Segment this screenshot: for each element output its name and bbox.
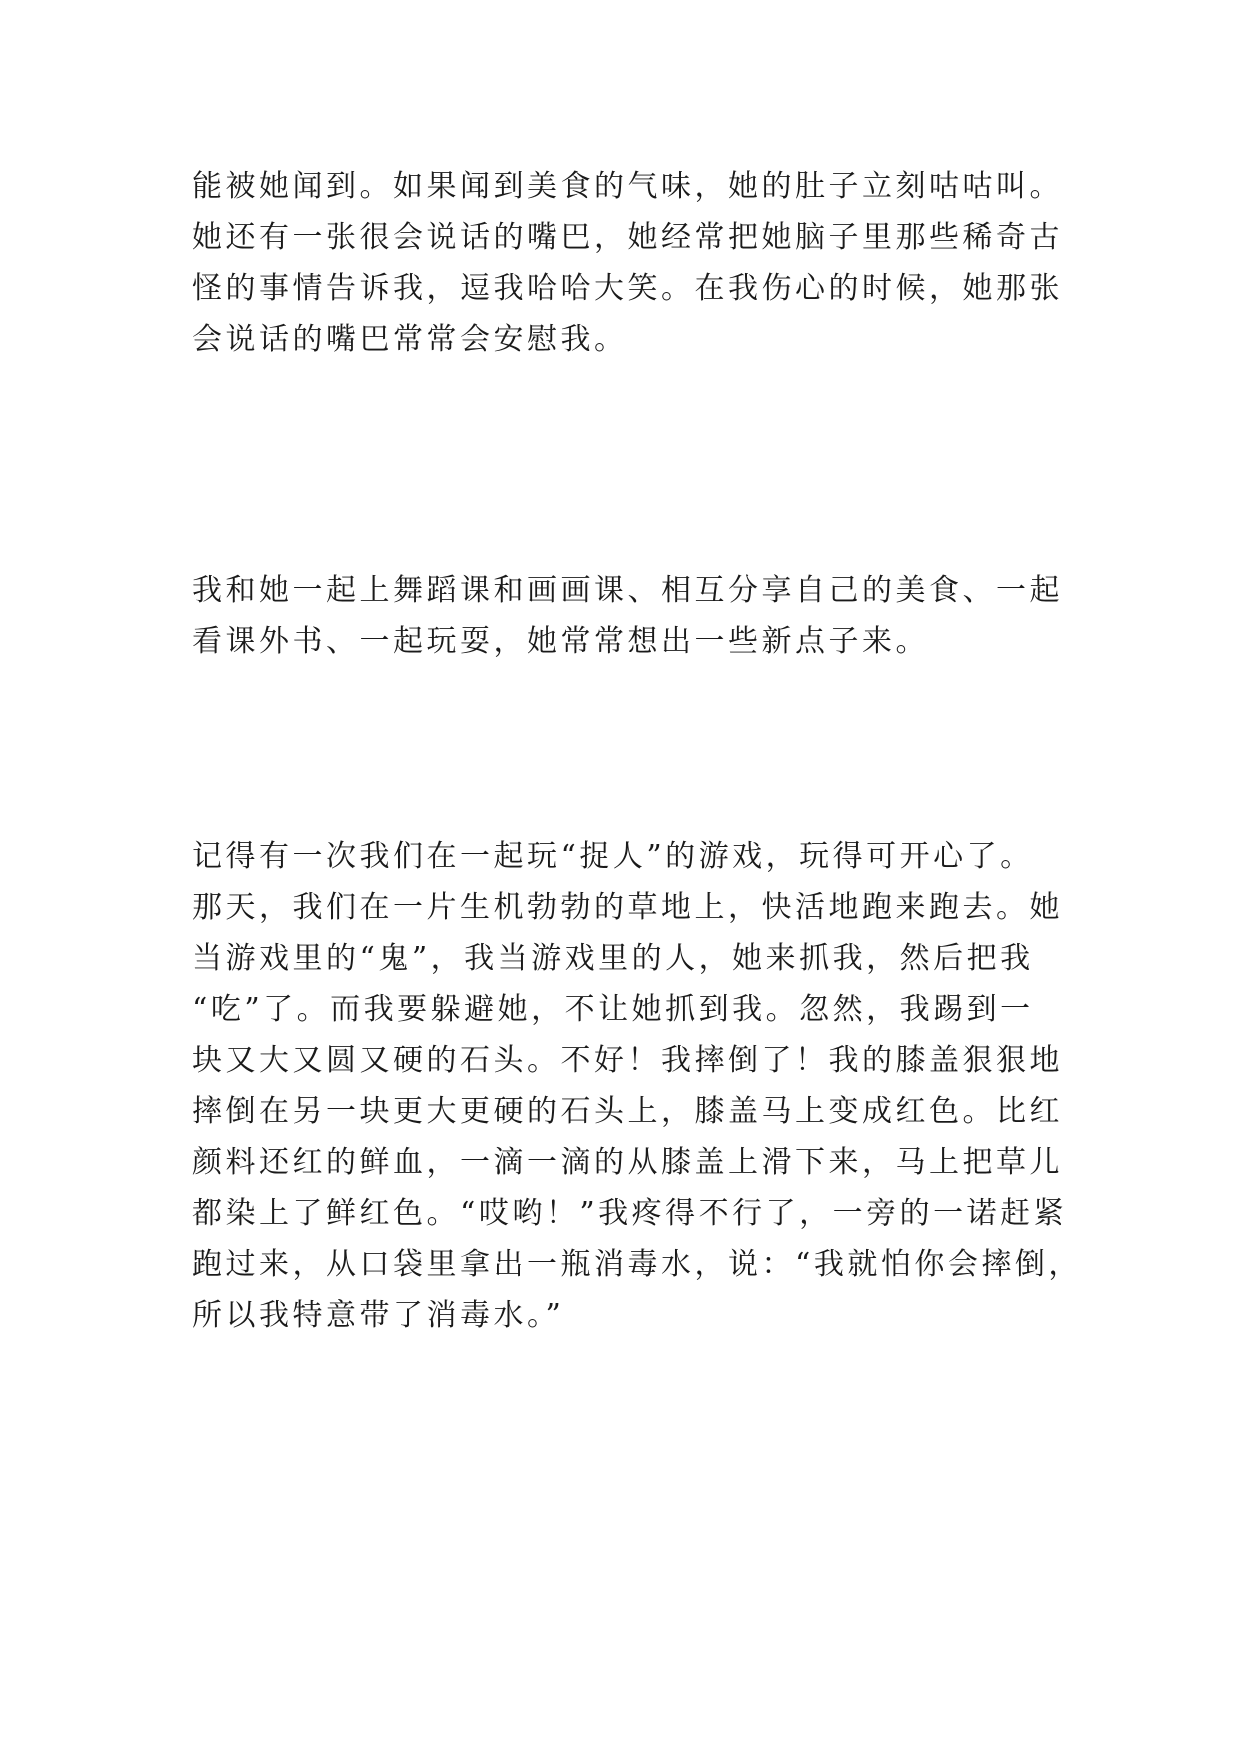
text-line: 她还有一张很会说话的嘴巴，她经常把她脑子里那些稀奇古 — [192, 220, 1063, 255]
text-line: 都染上了鲜红色。“哎哟！”我疼得不行了，一旁的一诺赶紧 — [192, 1196, 1068, 1231]
text-line: 能被她闻到。如果闻到美食的气味，她的肚子立刻咕咕叫。 — [192, 169, 1063, 204]
text-line: 记得有一次我们在一起玩“捉人”的游戏，玩得可开心了。 — [192, 839, 1034, 874]
paragraph-1 — [192, 161, 1072, 365]
paragraph-2 — [192, 565, 1072, 667]
text-line: 颜料还红的鲜血，一滴一滴的从膝盖上滑下来，马上把草儿 — [192, 1145, 1063, 1180]
text-line: 当游戏里的“鬼”，我当游戏里的人，她来抓我，然后把我 — [192, 941, 1034, 976]
paragraph-3 — [192, 831, 1082, 1341]
text-line: 怪的事情告诉我，逗我哈哈大笑。在我伤心的时候，她那张 — [192, 271, 1063, 306]
text-line: 块又大又圆又硬的石头。不好！我摔倒了！我的膝盖狠狠地 — [192, 1043, 1063, 1078]
text-line: 我和她一起上舞蹈课和画画课、相互分享自己的美食、一起 — [192, 573, 1063, 608]
text-line: 那天，我们在一片生机勃勃的草地上，快活地跑来跑去。她 — [192, 890, 1063, 925]
text-line: 所以我特意带了消毒水。” — [192, 1298, 565, 1333]
text-line: “吃”了。而我要躲避她，不让她抓到我。忽然，我踢到一 — [192, 992, 1034, 1027]
text-line: 会说话的嘴巴常常会安慰我。 — [192, 322, 628, 357]
text-line: 跑过来，从口袋里拿出一瓶消毒水，说：“我就怕你会摔倒， — [192, 1247, 1082, 1282]
text-line: 看课外书、一起玩耍，她常常想出一些新点子来。 — [192, 624, 929, 659]
text-line: 摔倒在另一块更大更硬的石头上，膝盖马上变成红色。比红 — [192, 1094, 1063, 1129]
